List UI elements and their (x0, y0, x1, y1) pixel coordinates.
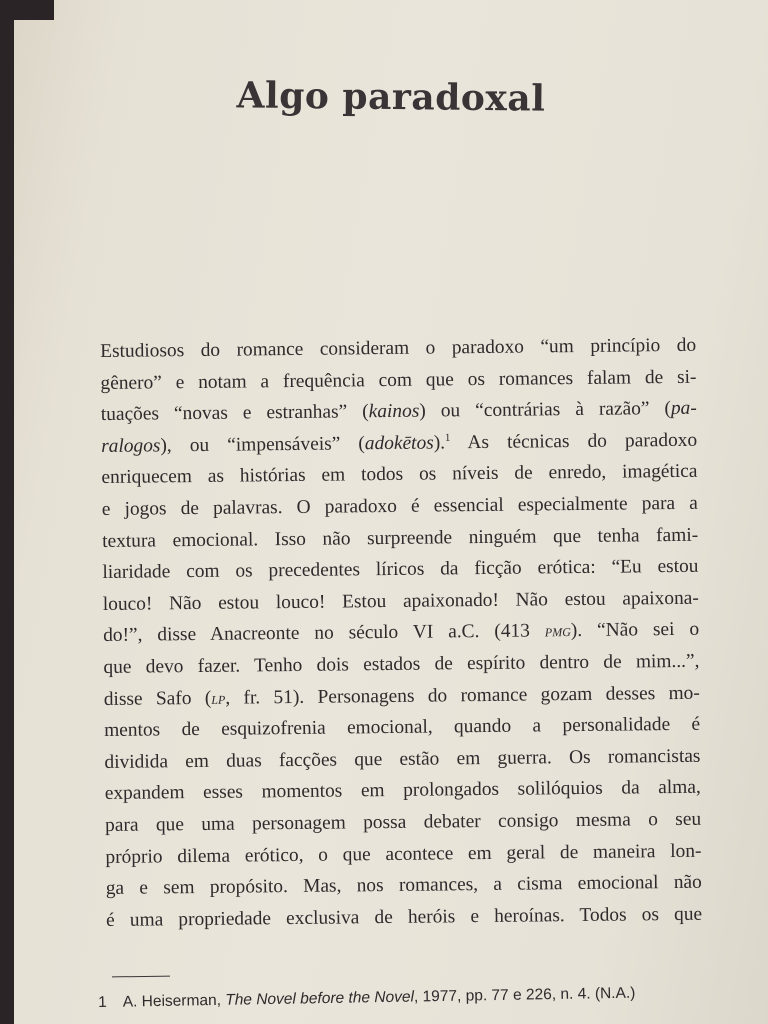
footnote-book-title: The Novel before the Novel (225, 988, 415, 1009)
body-paragraph (100, 330, 702, 936)
text-run: próprio dilema erótico, o que acontece em geral de maneira lon- (105, 840, 702, 868)
text-run: é uma propriedade exclusiva de heróis e heroínas. Todos os que (106, 903, 703, 931)
footnote-divider (112, 976, 170, 978)
text-run: liaridade com os precedentes líricos da ficção erótica: “Eu estou (102, 555, 699, 584)
small-caps-abbrev: pmg (544, 620, 571, 641)
footnote-details: , 1977, pp. 77 e 226, n. 4. (N.A.) (413, 984, 636, 1006)
footnote-author: A. Heiserman, (122, 991, 226, 1011)
text-run: ). (433, 432, 446, 454)
footnote (98, 985, 636, 1012)
italic-term: adokētos (364, 432, 434, 455)
text-run: gênero” e notam a frequência com que os romances falam de si- (100, 366, 697, 394)
text-run: mentos de esquizofrenia emocional, quando a personalidade é (104, 713, 701, 742)
page-edge-shadow (14, 0, 54, 20)
text-run: que devo fazer. Tenho dois estados de espírito dentro de mim...”, (103, 650, 700, 678)
text-run: disse Safo ( (103, 687, 212, 710)
text-run: ). “Não sei o (570, 619, 700, 642)
small-caps-abbrev: lp (211, 687, 226, 708)
text-run: tuações “novas e estranhas” ( (100, 401, 369, 426)
footnote-ref: 1 (444, 431, 451, 444)
chapter-title: Algo paradoxal (236, 74, 546, 120)
italic-term: kainos (368, 400, 420, 423)
text-run: ga e sem propósito. Mas, nos romances, a cisma emocional não (105, 871, 702, 900)
text-run: expandem esses momentos em prolongados solilóquios da alma, (104, 777, 701, 805)
text-run: enriquecem as histórias em todos os níveis de enredo, imagética (101, 461, 698, 489)
book-page (14, 0, 768, 1024)
text-run: , fr. 51). Personagens do romance gozam desses mo- (225, 682, 700, 709)
text-run: louco! Não estou louco! Estou apaixonado! Não estou apaixona- (102, 587, 699, 615)
text-run: ) ou “contrárias à razão” ( (419, 398, 672, 422)
text-run: ), ou “impensáveis” ( (160, 433, 365, 457)
text-run: do!”, disse Anacreonte no século VI a.C. (413 (103, 620, 545, 647)
text-run: textura emocional. Isso não surpreende ninguém que tenha fami- (102, 524, 699, 552)
italic-term: pa- (670, 397, 697, 420)
text-run: Estudiosos do romance consideram o paradoxo “um princípio do (100, 334, 697, 362)
text-run: As técnicas do paradoxo (450, 429, 698, 454)
footnote-number: 1 (98, 993, 107, 1011)
text-run: dividida em duas facções que estão em guerra. Os romancistas (104, 745, 701, 773)
italic-term: ralogos (101, 435, 161, 457)
text-run: para que uma personagem possa debater consigo mesma o seu (105, 808, 702, 836)
text-line (106, 898, 702, 936)
text-run: e jogos de palavras. O paradoxo é essencial especialmente para a (101, 492, 698, 520)
